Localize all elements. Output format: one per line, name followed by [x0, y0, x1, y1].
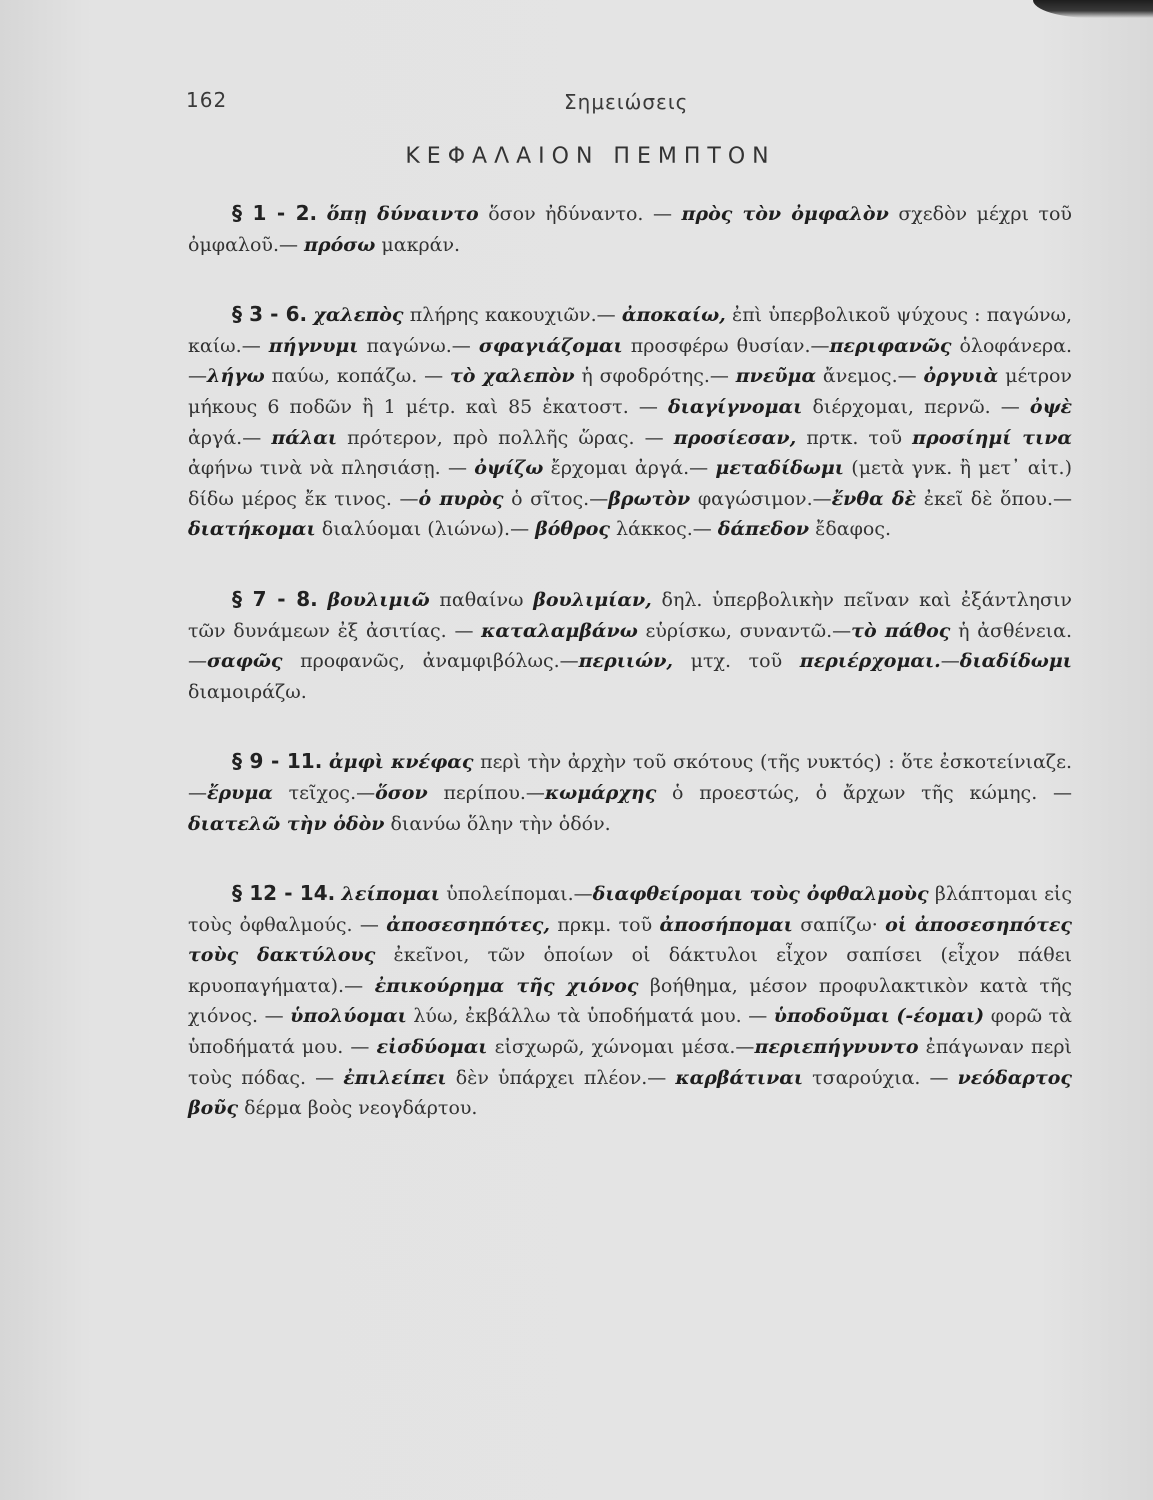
lemma: ὑπολύομαι: [290, 1005, 407, 1028]
gloss: μέτρον μήκους 6 ποδῶν ἢ 1 μέτρ. καὶ 85 ἑκατοστ. —: [188, 365, 1072, 418]
lemma: ἀποσεσηπότες,: [386, 913, 550, 936]
gloss: ἀργά.—: [188, 426, 272, 449]
lemma: ὁ πυρὸς: [418, 487, 504, 510]
lemma: ἀμφὶ κνέφας: [328, 751, 474, 774]
lemma: βουλιμιῶ: [327, 588, 430, 611]
gloss: πρκμ. τοῦ: [549, 913, 660, 936]
gloss: σχεδὸν μέχρι τοῦ ὀμφαλοῦ.—: [188, 203, 1072, 256]
running-title: Σημειώσεις: [564, 90, 689, 114]
lemma: ἐπικούρημα τῆς χιόνος: [374, 974, 639, 997]
section-reference: § 1 - 2.: [232, 201, 318, 225]
gloss: ἀφήνω τινὰ νὰ πλησιάσῃ. —: [188, 457, 475, 480]
lemma: περιεπήγνυντο: [754, 1036, 919, 1059]
gloss: διανύω ὅλην τὴν ὁδόν.: [384, 812, 611, 835]
lemma: νεόδαρτος βοῦς: [188, 1066, 1072, 1120]
lemma: λείπομαι: [341, 883, 440, 906]
section-reference: § 7 - 8.: [232, 586, 318, 611]
lemma: μεταδίδωμι: [715, 457, 844, 480]
lemma: διατελῶ τὴν ὁδὸν: [188, 812, 385, 835]
lemma: ἔνθα δὲ: [831, 487, 917, 510]
lemma: ἔρυμα: [207, 781, 273, 804]
note-paragraph: [188, 198, 1072, 260]
gloss: διαμοιράζω.: [188, 680, 307, 703]
lemma: καρβάτιναι: [675, 1066, 804, 1089]
lemma: πρόσω: [304, 233, 376, 256]
lemma: κωμάρχης: [544, 781, 657, 804]
gloss: πρότερον, πρὸ πολλῆς ὥρας. —: [337, 426, 674, 449]
gloss: ἡ σφοδρότης.—: [574, 365, 736, 388]
note-paragraph: [188, 746, 1072, 839]
gloss: τεῖχος.—: [272, 781, 376, 804]
gloss: φαγώσιμον.—: [690, 487, 832, 510]
scan-corner-shadow: [1033, 0, 1153, 18]
gloss: δέρμα βοὸς νεογδάρτου.: [238, 1097, 478, 1120]
gloss: (μετὰ γνκ. ἢ μετ᾽ αἰτ.) δίδω μέρος ἔκ τινος. —: [188, 457, 1073, 510]
page-number: 162: [186, 88, 228, 112]
page-header: [186, 88, 1066, 122]
chapter-title: ΚΕΦΑΛΑΙΟΝ ΠΕΜΠΤΟΝ: [405, 144, 776, 169]
gloss: μακράν.: [375, 233, 461, 256]
gloss: προφανῶς, ἀναμφιβόλως.—: [282, 650, 579, 673]
gloss: προσφέρω θυσίαν.—: [622, 334, 830, 357]
section-reference: § 12 - 14.: [232, 881, 336, 906]
gloss: βοήθημα, μέσον προφυλακτικὸν κατὰ τῆς χιόνος. —: [188, 974, 1072, 1028]
lemma: διαγίγνομαι: [667, 395, 803, 418]
lemma: χαλεπὸς: [313, 304, 404, 327]
lemma: σαφῶς: [207, 650, 283, 673]
gloss: παγώνω.—: [358, 334, 479, 357]
section-reference: § 3 - 6.: [232, 302, 308, 327]
gloss: περίπου.—: [427, 781, 545, 804]
lemma: προσίημί τινα: [912, 426, 1072, 449]
lemma: ἐπιλείπει: [343, 1066, 447, 1089]
lemma: ὅσον: [375, 781, 428, 804]
gloss: εἰσχωρῶ, χώνομαι μέσα.—: [487, 1036, 755, 1059]
lemma: ὑποδοῦμαι: [773, 1005, 890, 1028]
gloss: πλήρης κακουχιῶν.—: [403, 304, 622, 327]
lemma: ὀργυιὰ: [923, 365, 999, 388]
gloss: μτχ. τοῦ: [673, 650, 800, 673]
lemma: βόθρος: [535, 518, 610, 541]
gloss: σαπίζω·: [792, 913, 886, 936]
gloss: ἐπὶ ὑπερβολικοῦ ψύχους : παγώνω, καίω.—: [188, 304, 1073, 357]
gloss: —: [940, 650, 960, 673]
lemma: διαφθείρομαι τοὺς ὀφθαλμοὺς: [592, 883, 929, 906]
lemma: βρωτὸν: [608, 487, 691, 510]
lemma: (-έομαι): [896, 1005, 985, 1028]
lemma: τὸ χαλεπὸν: [449, 365, 575, 388]
lemma: προσίεσαν,: [673, 426, 797, 449]
lemma: δάπεδον: [717, 518, 810, 541]
lemma: πνεῦμα: [735, 365, 817, 388]
lemma: εἰσδύομαι: [376, 1036, 488, 1059]
gloss: βλάπτομαι εἰς τοὺς ὀφθαλμούς. —: [188, 883, 1073, 936]
lemma: οἱ ἀποσεσηπότες τοὺς δακτύλους: [188, 913, 1072, 967]
gloss: εὑρίσκω, συναντῶ.—: [637, 619, 852, 642]
gloss: δηλ. ὑπερβολικὴν πεῖναν καὶ ἐξάντλησιν τῶν δυνάμεων ἐξ ἀσιτίας. —: [188, 588, 1072, 642]
lemma: πήγνυμι: [268, 334, 359, 357]
gloss: ὁλοφάνερα.—: [188, 334, 1072, 388]
lemma: ὀψὲ: [1029, 395, 1073, 418]
gloss: λύω, ἐκβάλλω τὰ ὑποδήματά μου. —: [406, 1005, 774, 1028]
lemma: ὅπῃ δύναιντο: [326, 203, 479, 225]
lemma: τὸ πάθος: [851, 619, 951, 642]
lemma: περιιών,: [578, 650, 674, 673]
gloss: ὁ σῖτος.—: [503, 487, 609, 510]
gloss: ἐκεῖνοι, τῶν ὁποίων οἱ δάκτυλοι εἶχον σαπίσει (εἶχον πάθει κρυοπαγήματα).—: [188, 944, 1072, 997]
gloss: ἡ ἀσθένεια.—: [188, 619, 1072, 673]
note-paragraph: [188, 878, 1072, 1124]
gloss: παύω, κοπάζω. —: [264, 365, 450, 388]
gloss: ἄνεμος.—: [816, 365, 924, 388]
gloss: περὶ τὴν ἀρχὴν τοῦ σκότους (τῆς νυκτός) : ὅτε ἐσκοτείνιαζε.—: [188, 751, 1072, 804]
lemma: περιέρχομαι.: [799, 650, 941, 673]
gloss: φορῶ τὰ ὑποδήματά μου. —: [188, 1005, 1073, 1059]
gloss: παθαίνω: [429, 588, 534, 611]
lemma: πρὸς τὸν ὀμφαλὸν: [681, 203, 889, 225]
lemma: ὀψίζω: [474, 457, 544, 480]
lemma: περιφανῶς: [829, 334, 952, 357]
gloss: πρτκ. τοῦ: [796, 426, 913, 449]
gloss: ὅσον ἠδύναντο. —: [478, 203, 682, 225]
lemma: σφαγιάζομαι: [478, 334, 623, 357]
lemma: καταλαμβάνω: [481, 619, 638, 642]
gloss: ὑπολείπομαι.—: [439, 883, 593, 906]
lemma: πάλαι: [271, 426, 338, 449]
lemma: ἀποσήπομαι: [659, 913, 793, 936]
lemma: ἀποκαίω,: [621, 304, 726, 327]
gloss: διέρχομαι, περνῶ. —: [802, 395, 1030, 418]
lemma: διατήκομαι: [188, 518, 316, 541]
lemma: βουλιμίαν,: [533, 588, 652, 611]
gloss: λάκκος.—: [609, 518, 718, 541]
gloss: ὁ προεστώς, ὁ ἄρχων τῆς κώμης. —: [656, 781, 1072, 804]
gloss: ἐπάγωναν περὶ τοὺς πόδας. —: [188, 1036, 1072, 1089]
notes-body: [188, 198, 1072, 1163]
gloss: ἔρχομαι ἀργά.—: [543, 457, 716, 480]
gloss: τσαρούχια. —: [803, 1066, 958, 1089]
gloss: ἔδαφος.: [809, 518, 892, 541]
gloss: δὲν ὑπάρχει πλέον.—: [446, 1066, 676, 1089]
note-paragraph: [188, 584, 1072, 707]
lemma: διαδίδωμι: [959, 650, 1072, 673]
note-paragraph: [188, 299, 1072, 545]
gloss: διαλύομαι (λιώνω).—: [315, 518, 536, 541]
section-reference: § 9 - 11.: [232, 749, 323, 774]
gloss: ἐκεῖ δὲ ὅπου.—: [916, 487, 1072, 510]
lemma: λήγω: [207, 365, 265, 388]
